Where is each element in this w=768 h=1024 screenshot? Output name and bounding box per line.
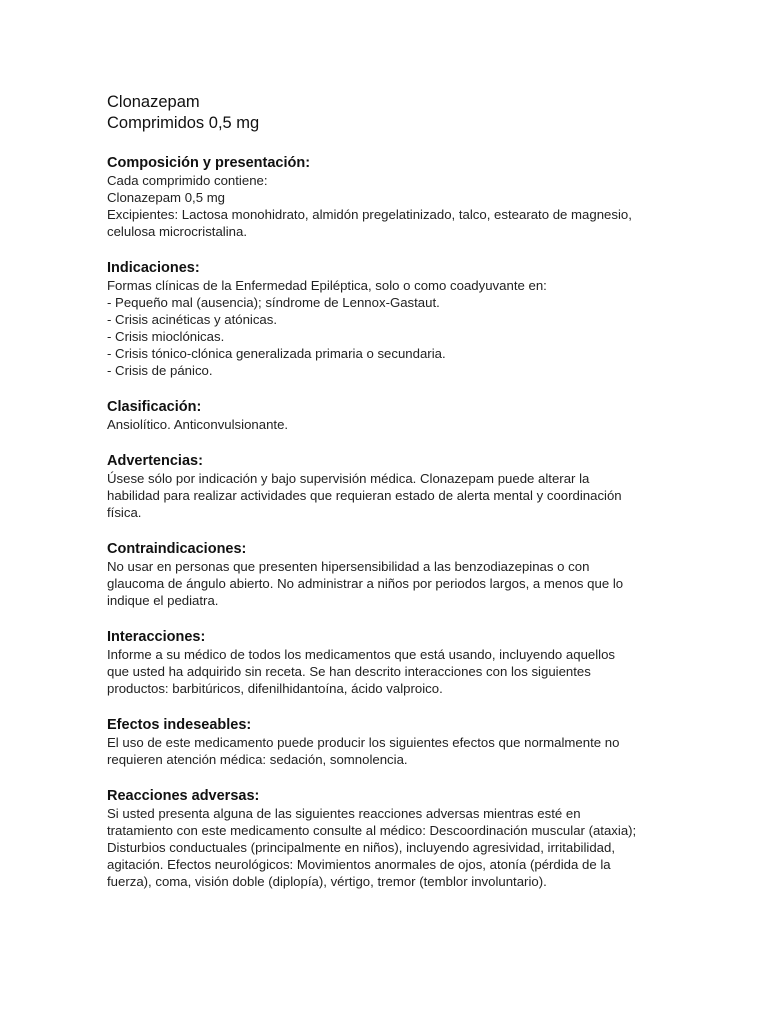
section-text-line: habilidad para realizar actividades que requieran estado de alerta mental y coordinación — [107, 488, 622, 503]
section-text-line: Excipientes: Lactosa monohidrato, almidón pregelatinizado, talco, estearato de magnesio, — [107, 207, 632, 222]
section-text-line: El uso de este medicamento puede producir los siguientes efectos que normalmente no — [107, 735, 620, 750]
section-text-line: Informe a su médico de todos los medicamentos que está usando, incluyendo aquellos — [107, 647, 616, 662]
section-text-line: Formas clínicas de la Enfermedad Epiléptica, solo o como coadyuvante en: — [107, 278, 547, 293]
document-subtitle: Comprimidos 0,5 mg — [107, 114, 260, 132]
section-heading: Indicaciones: — [107, 260, 200, 276]
section-heading: Composición y presentación: — [107, 155, 311, 171]
section-heading: Clasificación: — [107, 399, 202, 415]
section-heading: Reacciones adversas: — [107, 788, 260, 804]
title-block — [107, 92, 668, 134]
section-text-line: tratamiento con este medicamento consulte al médico: Descoordinación muscular (ataxia); — [107, 823, 637, 838]
section-heading: Interacciones: — [107, 629, 206, 645]
section-text-line: No usar en personas que presenten hipersensibilidad a las benzodiazepinas o con — [107, 559, 590, 574]
document-title: Clonazepam — [107, 93, 200, 111]
section-text-line: celulosa microcristalina. — [107, 224, 247, 239]
document-section — [107, 540, 668, 609]
section-text-line: requieren atención médica: sedación, somnolencia. — [107, 752, 408, 767]
document-section — [107, 628, 668, 697]
section-text-line: que usted ha adquirido sin receta. Se han descrito interacciones con los siguientes — [107, 664, 591, 679]
section-text-line: - Crisis acinéticas y atónicas. — [107, 312, 278, 327]
section-text-line: Disturbios conductuales (principalmente en niños), incluyendo agresividad, irritabilidad, — [107, 840, 615, 855]
section-text-line: Úsese sólo por indicación y bajo supervisión médica. Clonazepam puede alterar la — [107, 471, 590, 486]
document-section — [107, 452, 668, 521]
section-text-line: agitación. Efectos neurológicos: Movimientos anormales de ojos, atonía (pérdida de la — [107, 857, 611, 872]
section-text-line: Cada comprimido contiene: — [107, 173, 268, 188]
document-sections — [107, 154, 668, 890]
document-section — [107, 716, 668, 768]
document-section — [107, 154, 668, 240]
section-text-line: productos: barbitúricos, difenilhidantoína, ácido valproico. — [107, 681, 443, 696]
section-text-line: Si usted presenta alguna de las siguientes reacciones adversas mientras esté en — [107, 806, 581, 821]
section-text-line: fuerza), coma, visión doble (diplopía), vértigo, tremor (temblor involuntario). — [107, 874, 547, 889]
section-text-line: - Pequeño mal (ausencia); síndrome de Lennox-Gastaut. — [107, 295, 440, 310]
section-text-line: - Crisis mioclónicas. — [107, 329, 225, 344]
section-text-line: - Crisis tónico-clónica generalizada primaria o secundaria. — [107, 346, 446, 361]
section-text-line: - Crisis de pánico. — [107, 363, 213, 378]
document-section — [107, 398, 668, 433]
section-text-line: Clonazepam 0,5 mg — [107, 190, 226, 205]
document-section — [107, 787, 668, 890]
document-section — [107, 259, 668, 379]
section-text-line: indique el pediatra. — [107, 593, 219, 608]
section-heading: Contraindicaciones: — [107, 541, 247, 557]
section-text-line: física. — [107, 505, 142, 520]
section-heading: Efectos indeseables: — [107, 717, 252, 733]
section-text-line: Ansiolítico. Anticonvulsionante. — [107, 417, 289, 432]
section-heading: Advertencias: — [107, 453, 203, 469]
section-text-line: glaucoma de ángulo abierto. No administrar a niños por periodos largos, a menos que lo — [107, 576, 624, 591]
